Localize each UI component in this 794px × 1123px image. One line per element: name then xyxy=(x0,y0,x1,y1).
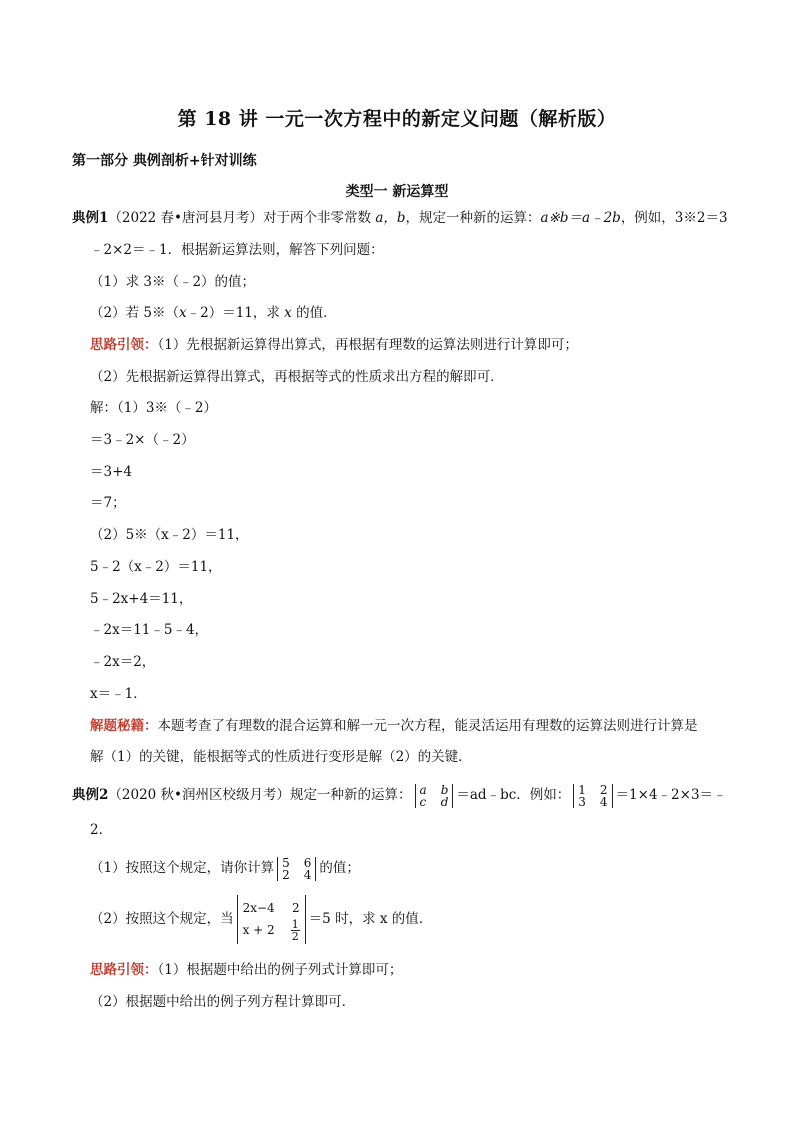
ex2-label: 典例2 xyxy=(72,787,109,803)
type-heading: 类型一 新运算型 xyxy=(345,184,449,200)
ex1-summary-label: 解题秘籍： xyxy=(90,718,158,734)
ex1-solution-line: x＝﹣1． xyxy=(90,686,147,702)
ex2-hint-line2: （2）根据题中给出的例子列方程计算即可． xyxy=(90,994,356,1010)
det-d: d xyxy=(440,794,449,809)
det-cell: 2x−4 xyxy=(242,901,275,915)
det-cell: 4 xyxy=(599,794,608,809)
ex1-rule-formula: a※b＝a﹣2b xyxy=(540,210,621,226)
ex1-solution-line: ＝7； xyxy=(90,495,126,511)
det-cell: 4 xyxy=(303,867,312,882)
ex1-q2-x2: x xyxy=(279,305,297,321)
ex1-hint1: （1）先根据新运算得出算式，再根据有理数的运算法则进行计算即可； xyxy=(157,337,578,353)
ex2-rule-determinant xyxy=(415,784,454,808)
ex2-problem-line1 xyxy=(72,782,727,808)
ex1-hint-line2: （2）先根据新运算得出算式，再根据等式的性质求出方程的解即可． xyxy=(90,369,504,385)
ex2-example-determinant xyxy=(573,784,612,808)
ex1-solution-line: ﹣2x＝2， xyxy=(90,654,156,670)
ex1-solution-line: （2）5※（x﹣2）＝11， xyxy=(90,527,249,543)
ex1-problem-line2: ﹣2×2＝﹣1．根据新运算法则，解答下列问题： xyxy=(90,242,384,258)
ex2-q1-text-end: 的值； xyxy=(319,860,360,876)
fraction xyxy=(291,919,300,942)
ex1-label: 典例1 xyxy=(72,210,109,226)
ex2-source: （2020 秋•润州区校级月考）规定一种新的运算： xyxy=(108,787,412,803)
ex1-solution-line: 5﹣2x+4＝11， xyxy=(90,591,193,607)
ex1-q2-part-a: （2）若 5※（ xyxy=(90,305,179,321)
ex1-summary-line1 xyxy=(90,716,698,736)
ex1-example-text: ，例如，3※2＝3 xyxy=(620,210,728,226)
ex1-solution-line: 解：（1）3※（﹣2） xyxy=(90,400,218,416)
det-b: b xyxy=(440,782,449,797)
ex2-problem-line2: 2． xyxy=(90,822,113,838)
ex1-summary1: 本题考查了有理数的混合运算和解一元一次方程，能灵活运用有理数的运算法则进行计算是 xyxy=(157,718,698,734)
document-title: 第 18 讲 一元一次方程中的新定义问题（解析版） xyxy=(177,108,617,130)
ex1-question-1: （1）求 3※（﹣2）的值； xyxy=(90,274,256,290)
ex2-q2-text-end: ＝5 时，求 x 的值． xyxy=(308,911,433,927)
ex1-hint-line1 xyxy=(90,335,578,355)
ex2-q1-determinant xyxy=(277,857,316,881)
det-cell: 3 xyxy=(578,794,586,809)
ex1-vars: a，b xyxy=(371,210,406,226)
det-a: a xyxy=(419,782,427,797)
det-cell: 6 xyxy=(303,855,312,870)
det-cell: 2 xyxy=(292,901,300,915)
det-cell: 2 xyxy=(599,782,608,797)
ex2-hint-label: 思路引领： xyxy=(90,962,158,978)
ex2-q2-text: （2）按照这个规定，当 xyxy=(90,911,234,927)
ex1-solution-line: ﹣2x＝11﹣5﹣4， xyxy=(90,622,209,638)
ex1-solution-line: ＝3﹣2×（﹣2） xyxy=(90,432,195,448)
ex2-question-2 xyxy=(90,894,432,944)
fraction-numerator: 1 xyxy=(291,918,299,931)
part-heading: 第一部分 典例剖析+针对训练 xyxy=(72,153,257,169)
ex1-rule-text: ，规定一种新的运算： xyxy=(405,210,541,226)
ex1-q2-x: x xyxy=(178,305,187,321)
ex1-solution-line: 5﹣2（x﹣2）＝11， xyxy=(90,559,222,575)
ex2-hint1: （1）根据题中给出的例子列式计算即可； xyxy=(157,962,403,978)
ex1-question-2 xyxy=(90,303,337,323)
ex2-q1-text: （1）按照这个规定，请你计算 xyxy=(90,860,275,876)
det-cell: 1 xyxy=(578,782,586,797)
ex2-question-1 xyxy=(90,854,360,882)
ex2-example-result: ＝1×4﹣2×3＝﹣ xyxy=(615,787,727,803)
ex1-summary-line2: 解（1）的关键，能根据等式的性质进行变形是解（2）的关键． xyxy=(90,749,472,765)
ex1-q2-part-b: ﹣2）＝11，求 xyxy=(186,305,280,321)
ex1-q2-part-d: 的值． xyxy=(296,305,337,321)
ex1-hint-label: 思路引领： xyxy=(90,337,158,353)
det-c: c xyxy=(419,794,427,809)
ex2-q2-determinant xyxy=(237,895,306,944)
ex1-source: （2022 春•唐河县月考）对于两个非零常数 xyxy=(108,210,372,226)
ex1-solution-line: ＝3+4 xyxy=(90,464,132,480)
det-cell: 2 xyxy=(282,867,290,882)
det-cell: 5 xyxy=(282,855,290,870)
det-cell: x + 2 xyxy=(242,923,275,937)
fraction-denominator: 2 xyxy=(291,930,299,943)
ex1-problem-line1 xyxy=(72,208,728,228)
ex2-rule-result: ＝ad﹣bc．例如： xyxy=(456,787,571,803)
ex2-hint-line1 xyxy=(90,960,402,980)
